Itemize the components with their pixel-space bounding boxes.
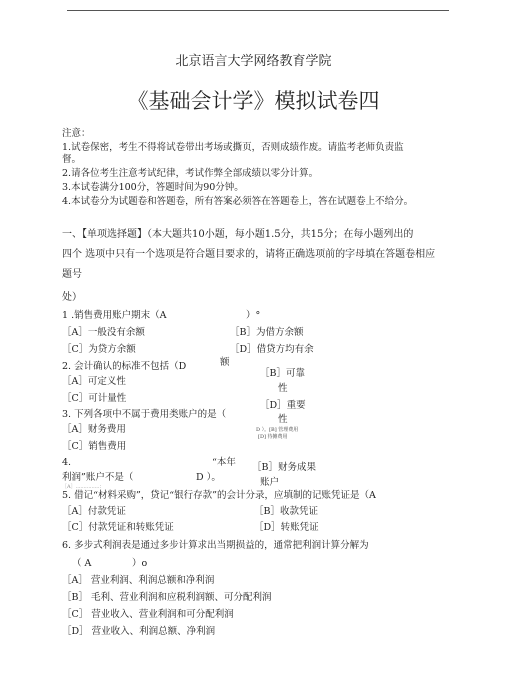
header-rule bbox=[67, 10, 449, 11]
q4-option-a-clipped: ［A］...............： bbox=[62, 484, 105, 490]
section-heading-line4: 处） bbox=[62, 292, 82, 303]
q4-quote-start: “本年 bbox=[212, 457, 236, 468]
notice-item-2: 2.请各位考生注意考试纪律，考试作弊全部成绩以零分计算。 bbox=[62, 168, 319, 179]
q2-option-b: ［B］可靠 bbox=[260, 368, 305, 379]
q5-option-c: ［C］付款凭证和转账凭证 bbox=[62, 522, 174, 533]
q3-option-d: [D] 待摊费用 bbox=[258, 434, 288, 440]
q1-option-d-cont: 额 bbox=[220, 357, 230, 368]
q2-stem: 2. 会计确认的标准不包括（D bbox=[62, 361, 187, 372]
section-heading-line3: 题号 bbox=[62, 269, 82, 280]
q3-option-a: ［A］财务费用 bbox=[62, 424, 126, 435]
school-name: 北京语言大学网络教育学院 bbox=[175, 54, 332, 69]
q2-option-d-cont: 性 bbox=[278, 414, 288, 425]
q3-stem: 3. 下列各项中不属于费用类账户的是（ bbox=[62, 409, 227, 420]
section-heading-line2: 四个 选项中只有一个选项是符合题目要求的，请将正确选项前的字母填在答题卷相应 bbox=[62, 249, 436, 260]
q3-option-c: ［C］销售费用 bbox=[62, 441, 127, 452]
q2-option-a: ［A］可定义性 bbox=[62, 376, 126, 387]
q6-stem: 6. 多步式利润表是通过多步计算求出当期损益的，通常把利润计算分解为 bbox=[62, 540, 369, 551]
q1-stem-tail: ）° bbox=[246, 310, 261, 321]
section-heading-line1: 一、【单项选择题】（本大题共10小题，每小题1.5分，共15分；在每小题列出的 bbox=[62, 229, 414, 240]
q6-option-d: ［D］ 营业收入、利润总额、净利润 bbox=[62, 626, 216, 637]
q2-option-b-cont: 性 bbox=[278, 383, 288, 394]
notice-item-1: 1.试卷保密，考生不得将试卷带出考场或撕页，否则成绩作废。请监考老师负责监 bbox=[62, 142, 404, 153]
q5-option-a: ［A］付款凭证 bbox=[62, 506, 126, 517]
q4-stem: 利润”账户不是（ bbox=[62, 472, 134, 483]
q2-option-d: ［D］重要 bbox=[260, 400, 306, 411]
q6-option-a: ［A］ 营业利润、利润总额和净利润 bbox=[62, 575, 215, 586]
q3-answer-note: D ）。[B] 管理费用 bbox=[256, 427, 299, 433]
q4-number: 4. bbox=[62, 457, 72, 468]
q1-option-c: ［C］为贷方余额 bbox=[62, 344, 136, 355]
q5-stem: 5. 借记“材料采购”，贷记“银行存款”的会计分录，应填制的记账凭证是（A bbox=[62, 490, 376, 501]
q4-option-b-cont: 账户 bbox=[260, 477, 280, 488]
q1-option-b: ［B］为借方余额 bbox=[230, 327, 304, 338]
q1-option-a: ［A］一般没有余额 bbox=[62, 327, 145, 338]
q4-answer: D ）。 bbox=[196, 472, 221, 483]
notice-heading: 注意： bbox=[62, 128, 91, 139]
q5-option-b: ［B］收款凭证 bbox=[254, 506, 318, 517]
q5-option-d: ［D］转账凭证 bbox=[254, 522, 319, 533]
notice-item-1-cont: 督。 bbox=[62, 154, 82, 165]
notice-item-4: 4.本试卷分为试题卷和答题卷，所有答案必须答在答题卷上，答在试题卷上不给分。 bbox=[62, 196, 414, 207]
q6-option-c: ［C］ 营业收入、营业利润和可分配利润 bbox=[62, 609, 234, 620]
q6-option-b: ［B］ 毛利、营业利润和应税利润额、可分配利润 bbox=[62, 592, 272, 603]
q1-option-d: ［D］借贷方均有余 bbox=[230, 344, 314, 355]
q2-option-c: ［C］可计量性 bbox=[62, 393, 127, 404]
notice-item-3: 3.本试卷满分100分，答题时间为90分钟。 bbox=[62, 182, 244, 193]
q6-answer-tail: ）o bbox=[132, 558, 148, 569]
q4-option-b: ［B］财务成果 bbox=[252, 462, 316, 473]
q1-stem: 1 .销售费用账户期末（A bbox=[62, 310, 167, 321]
q6-answer: （ A bbox=[72, 558, 92, 569]
exam-title: 《基础会计学》模拟试卷四 bbox=[127, 89, 380, 113]
